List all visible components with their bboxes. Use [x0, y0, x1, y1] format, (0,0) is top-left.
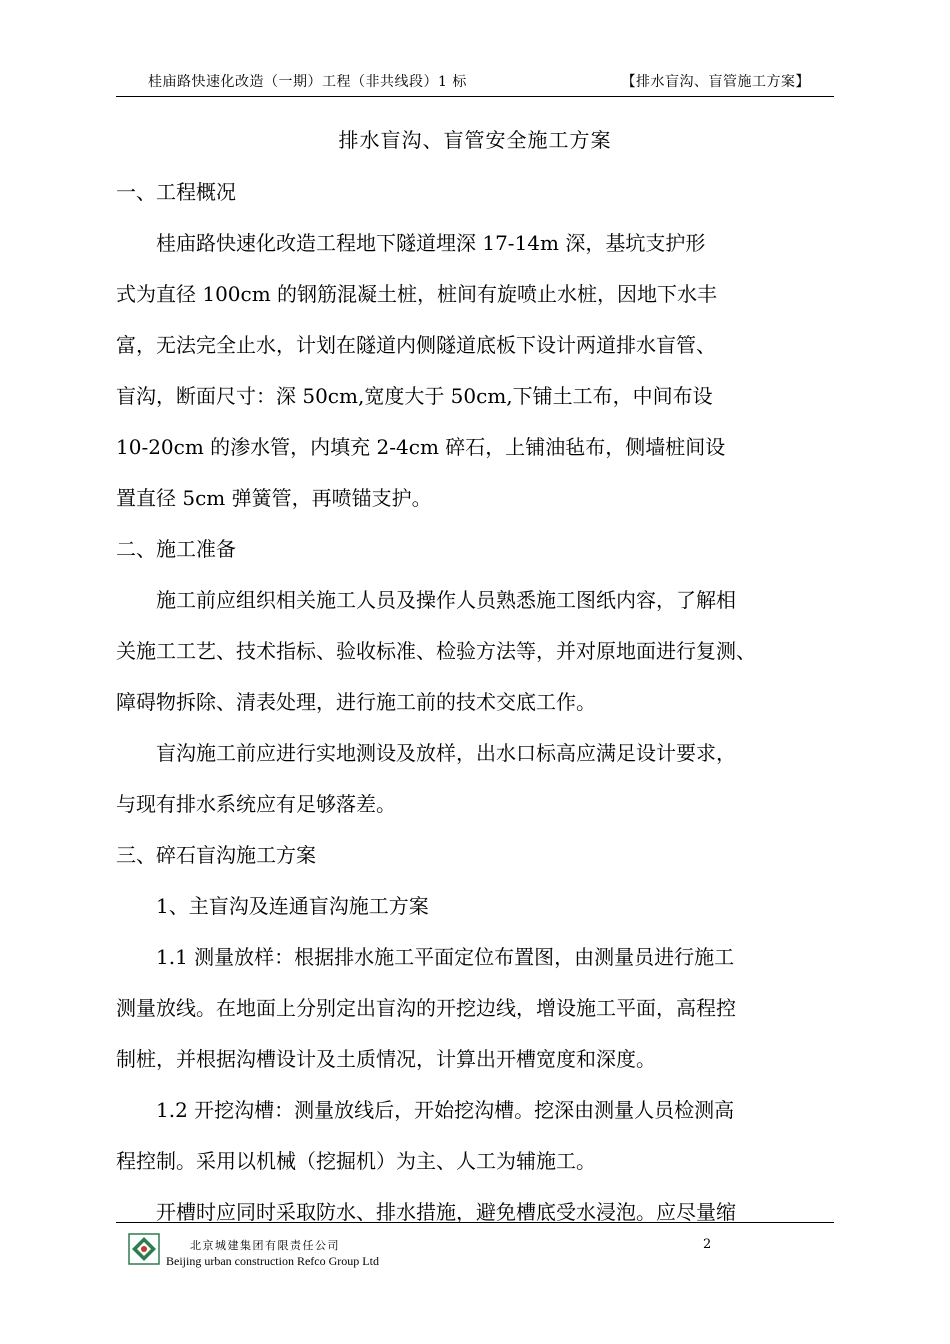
body-line: 桂庙路快速化改造工程地下隧道埋深 17-14m 深，基坑支护形 [116, 231, 706, 255]
body-line: 测量放线。在地面上分别定出盲沟的开挖边线，增设施工平面，高程控 [116, 996, 736, 1020]
body-line: 开槽时应同时采取防水、排水措施，避免槽底受水浸泡。应尽量缩 [116, 1200, 736, 1224]
footer-divider [116, 1222, 834, 1223]
footer-company-name-en: Beijing urban construction Refco Group Ltd [166, 1254, 379, 1268]
body-line: 盲沟施工前应进行实地测设及放样，出水口标高应满足设计要求， [116, 741, 736, 765]
header-document-name: 【排水盲沟、盲管施工方案】 [621, 74, 810, 90]
company-logo-icon [128, 1233, 160, 1265]
body-line: 一、工程概况 [116, 180, 236, 204]
body-line: 施工前应组织相关施工人员及操作人员熟悉施工图纸内容，了解相 [116, 588, 736, 612]
body-line: 1、主盲沟及连通盲沟施工方案 [116, 894, 429, 918]
body-line: 1.2 开挖沟槽：测量放线后，开始挖沟槽。挖深由测量人员检测高 [116, 1098, 735, 1122]
body-line: 与现有排水系统应有足够落差。 [116, 792, 396, 816]
body-line: 三、碎石盲沟施工方案 [116, 843, 316, 867]
body-line: 关施工工艺、技术指标、验收标准、检验方法等，并对原地面进行复测、 [116, 639, 756, 663]
body-line: 10-20cm 的渗水管，内填充 2-4cm 碎石，上铺油毡布，侧墙桩间设 [116, 435, 726, 459]
body-line: 式为直径 100cm 的钢筋混凝土桩，桩间有旋喷止水桩，因地下水丰 [116, 282, 718, 306]
header-divider [116, 96, 834, 97]
page-title: 排水盲沟、盲管安全施工方案 [338, 128, 612, 152]
body-line: 程控制。采用以机械（挖掘机）为主、人工为辅施工。 [116, 1149, 596, 1173]
body-line: 1.1 测量放样：根据排水施工平面定位布置图，由测量员进行施工 [116, 945, 735, 969]
body-line: 富，无法完全止水，计划在隧道内侧隧道底板下设计两道排水盲管、 [116, 333, 716, 357]
body-line: 盲沟，断面尺寸：深 50cm,宽度大于 50cm,下铺土工布，中间布设 [116, 384, 713, 408]
document-body [116, 167, 836, 1238]
body-line: 二、施工准备 [116, 537, 236, 561]
page-number: 2 [703, 1237, 712, 1252]
body-line: 制桩，并根据沟槽设计及土质情况，计算出开槽宽度和深度。 [116, 1047, 656, 1071]
header-project-name: 桂庙路快速化改造（一期）工程（非共线段）1 标 [148, 74, 467, 90]
body-line: 置直径 5cm 弹簧管，再喷锚支护。 [116, 486, 432, 510]
footer-company-name-cn: 北京城建集团有限责任公司 [190, 1239, 340, 1252]
body-line: 障碍物拆除、清表处理，进行施工前的技术交底工作。 [116, 690, 596, 714]
